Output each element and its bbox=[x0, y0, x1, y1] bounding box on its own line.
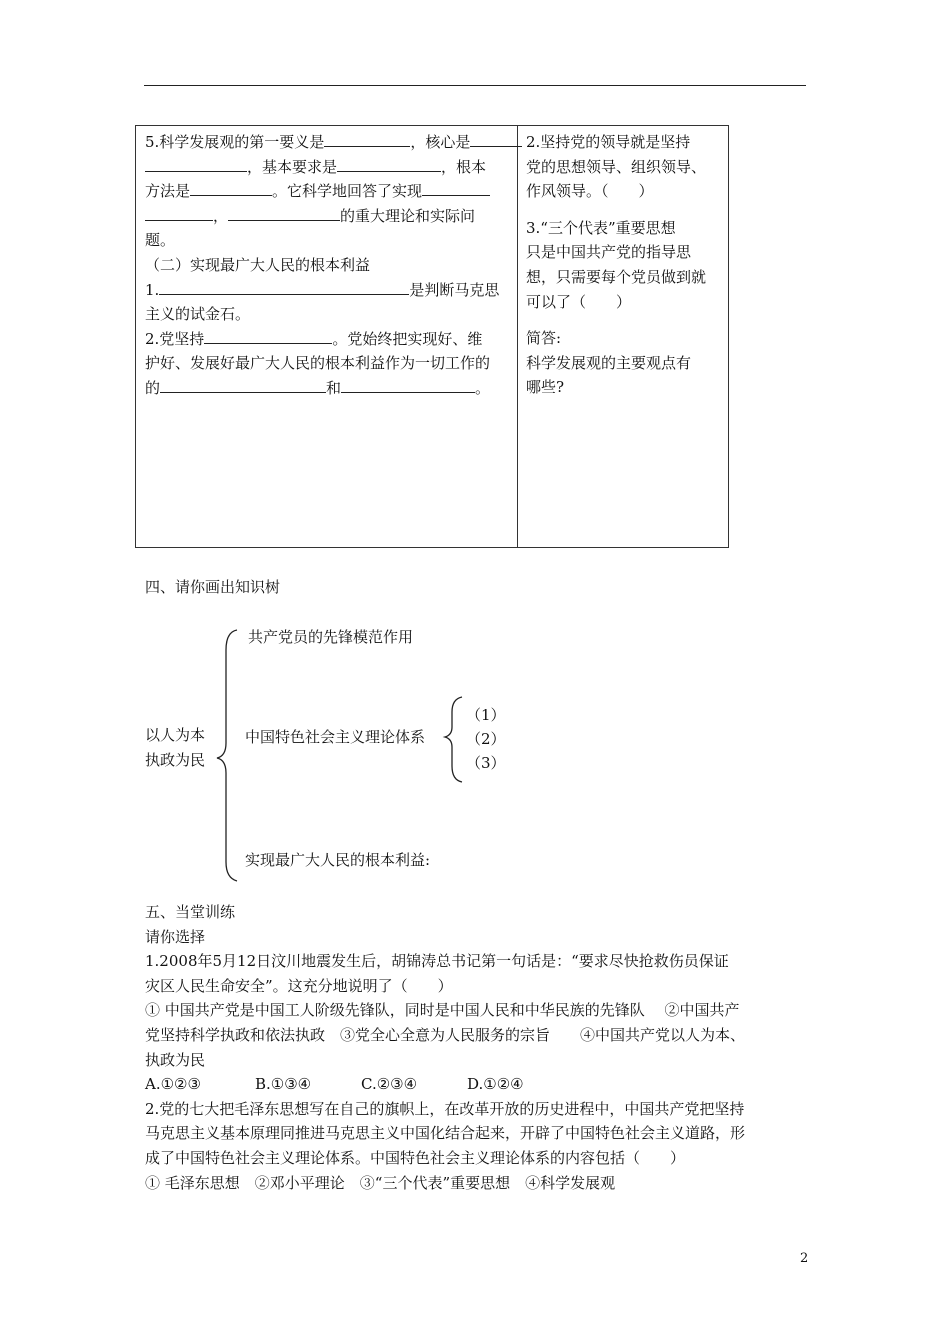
option-a[interactable]: A.①②③ bbox=[145, 1075, 201, 1094]
p2-line-3: 的 和 。 bbox=[145, 378, 491, 397]
q2-line: 2.坚持党的领导就是坚持 bbox=[526, 133, 691, 151]
q5-line-3: 方法是 。它科学地回答了实现 bbox=[145, 179, 511, 204]
q5-line-4: ， 的重大理论和实际问 bbox=[145, 204, 511, 229]
short-answer-label: 简答: bbox=[526, 329, 562, 348]
tree-root bbox=[145, 723, 205, 773]
q2-statements: ① 毛泽东思想 ②邓小平理论 ③“三个代表”重要思想 ④科学发展观 bbox=[145, 1173, 616, 1192]
q2-line: 党的思想领导、组织领导、 bbox=[526, 157, 707, 176]
tree-root-line: 执政为民 bbox=[145, 751, 206, 769]
q5-line-5: 题。 bbox=[145, 231, 176, 250]
q1-stem: 1.2008年5月12日汶川地震发生后，胡锦涛总书记第一句话是：“要求尽快抢救伤员保证 bbox=[145, 952, 729, 971]
q2-stem: 成了中国特色社会主义理论体系。中国特色社会主义理论体系的内容包括（ ） bbox=[145, 1148, 686, 1167]
tree-root-line: 以人为本 bbox=[145, 726, 206, 744]
tree-branch-3: 实现最广大人民的根本利益: bbox=[245, 851, 431, 869]
q1-statements: 党坚持科学执政和依法执政 ③党全心全意为人民服务的宗旨 ④中国共产党以人为本、 bbox=[145, 1025, 746, 1044]
option-d[interactable]: D.①②④ bbox=[467, 1075, 524, 1094]
tree-branch-2: 中国特色社会主义理论体系 bbox=[245, 728, 426, 746]
main-brace bbox=[217, 630, 237, 881]
tree-sub-item: （1） bbox=[466, 706, 506, 724]
q3-line: 3.“三个代表”重要思想 bbox=[526, 218, 676, 237]
p2-line-2: 护好、发展好最广大人民的根本利益作为一切工作的 bbox=[145, 354, 491, 373]
q3-line: 只是中国共产党的指导思 bbox=[526, 243, 692, 262]
option-b[interactable]: B.①③④ bbox=[255, 1075, 312, 1094]
q1-statements: ① 中国共产党是中国工人阶级先锋队，同时是中国人民和中华民族的先锋队 ②中国共产 bbox=[145, 1001, 740, 1020]
section-5-subtitle: 请你选择 bbox=[145, 927, 206, 946]
page-number: 2 bbox=[800, 1251, 809, 1266]
option-c[interactable]: C.②③④ bbox=[361, 1075, 418, 1094]
q1-statements: 执政为民 bbox=[145, 1050, 206, 1069]
section-4-title: 四、请你画出知识树 bbox=[145, 578, 281, 596]
q2-stem: 2.党的七大把毛泽东思想写在自己的旗帜上，在改革开放的历史进程中，中国共产党把坚持 bbox=[145, 1099, 745, 1118]
sub-brace bbox=[445, 697, 462, 782]
short-answer-question: 科学发展观的主要观点有 bbox=[526, 353, 692, 372]
q2-stem: 马克思主义基本原理同推进马克思主义中国化结合起来，开辟了中国特色社会主义道路，形 bbox=[145, 1124, 746, 1143]
section-5 bbox=[145, 900, 825, 1195]
q1-stem: 灾区人民生命安全”。这充分地说明了（ ） bbox=[145, 976, 453, 995]
tree-sub-item: （2） bbox=[466, 730, 506, 748]
q5-line-2: ，基本要求是 ，根本 bbox=[145, 155, 511, 180]
section-5-title: 五、当堂训练 bbox=[145, 903, 236, 921]
q5-line-1: 5.科学发展观的第一要义是 ，核心是 bbox=[145, 130, 511, 155]
tree-branch-1: 共产党员的先锋模范作用 bbox=[248, 628, 414, 646]
q3-line: 可以了（ ） bbox=[526, 292, 632, 311]
subsection-title: （二）实现最广大人民的根本利益 bbox=[145, 255, 371, 274]
tree-sub-item: （3） bbox=[466, 754, 506, 772]
p1-line-1: 1. 是判断马克思 bbox=[145, 280, 500, 299]
short-answer-question: 哪些? bbox=[526, 378, 565, 397]
q1-options bbox=[145, 1072, 825, 1097]
p1-line-2: 主义的试金石。 bbox=[145, 305, 251, 324]
tree-sub-items bbox=[466, 703, 506, 775]
q3-line: 想，只需要每个党员做到就 bbox=[526, 267, 707, 286]
p2-line-1: 2.党坚持 。党始终把实现好、维 bbox=[145, 329, 483, 348]
q2-line: 作风领导。（ ） bbox=[526, 182, 654, 201]
